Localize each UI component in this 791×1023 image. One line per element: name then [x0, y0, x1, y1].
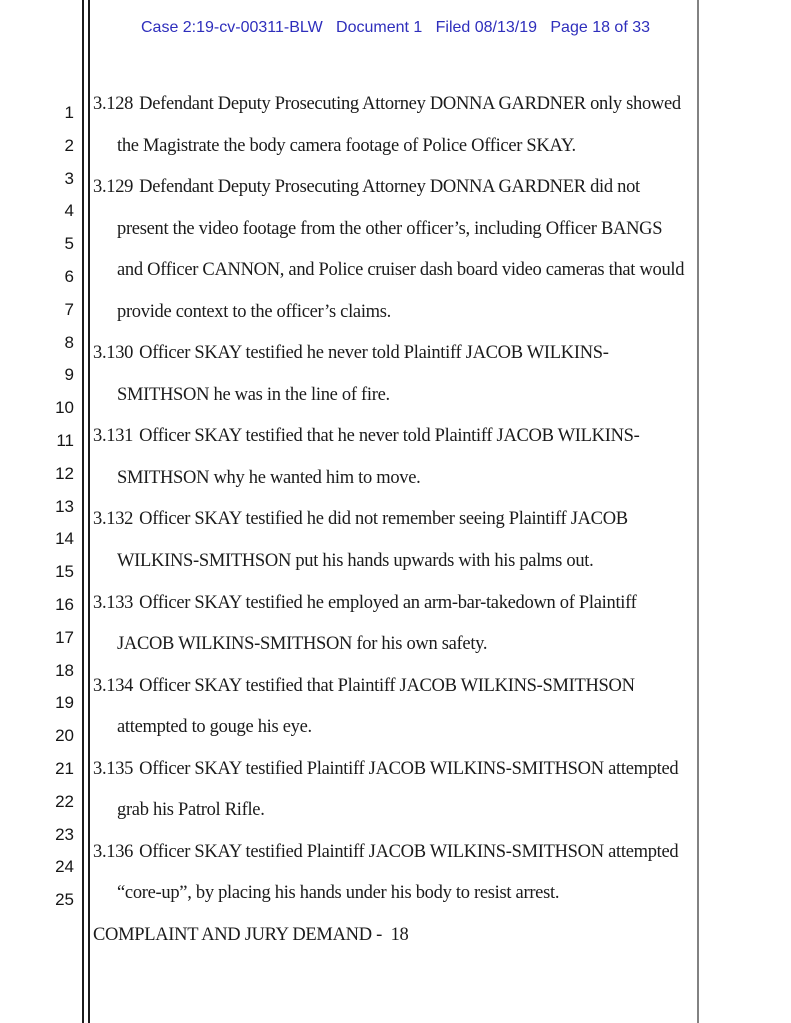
paragraph-wrap-line: and Officer CANNON, and Police cruiser dash board video cameras that would	[117, 260, 685, 281]
line-number: 15	[55, 562, 74, 582]
paragraph-text: Officer SKAY testified Plaintiff JACOB WILKINS-SMITHSON attempted	[139, 758, 679, 779]
paragraph-text: Officer SKAY testified that Plaintiff JACOB WILKINS-SMITHSON	[139, 675, 635, 696]
paragraph-wrap-line: SMITHSON why he wanted him to move.	[117, 467, 421, 488]
paragraph-number: 3.129	[93, 177, 134, 198]
line-number: 8	[64, 332, 74, 352]
paragraph-number: 3.135	[93, 758, 134, 779]
paragraph-first-line	[93, 499, 695, 541]
paragraph-first-line	[93, 84, 695, 126]
line-number: 18	[55, 660, 74, 680]
paragraph-wrap-line: the Magistrate the body camera footage of Police Officer SKAY.	[117, 135, 576, 156]
paragraph-number: 3.136	[93, 841, 134, 862]
line-number: 10	[55, 398, 74, 418]
line-number: 16	[55, 594, 74, 614]
line-number: 12	[55, 463, 74, 483]
paragraph-text: Defendant Deputy Prosecuting Attorney DONNA GARDNER did not	[139, 177, 640, 198]
line-number: 4	[64, 201, 74, 221]
paragraph-first-line	[93, 416, 695, 458]
paragraph-number: 3.133	[93, 592, 134, 613]
paragraph-number: 3.134	[93, 675, 134, 696]
paragraph-wrap-line: WILKINS-SMITHSON put his hands upwards with his palms out.	[117, 551, 594, 572]
right-margin-rule	[697, 0, 699, 1023]
paragraph-first-line	[93, 333, 695, 375]
paragraph-text: Officer SKAY testified he did not remember seeing Plaintiff JACOB	[139, 509, 628, 530]
paragraph-wrap-line: attempted to gouge his eye.	[117, 717, 312, 738]
paragraph-number: 3.130	[93, 343, 134, 364]
line-number-column	[0, 97, 74, 917]
line-number: 22	[55, 791, 74, 811]
footer-title: COMPLAINT AND JURY DEMAND - 18	[93, 924, 409, 945]
line-number: 20	[55, 726, 74, 746]
line-number: 14	[55, 529, 74, 549]
paragraph-text: Officer SKAY testified he employed an arm-bar-takedown of Plaintiff	[139, 592, 637, 613]
line-number: 24	[55, 857, 74, 877]
line-number: 23	[55, 824, 74, 844]
paragraph-first-line	[93, 749, 695, 791]
line-number: 25	[55, 890, 74, 910]
case-stamp-header: Case 2:19-cv-00311-BLW Document 1 Filed 08/13/19 Page 18 of 33	[140, 19, 651, 36]
line-number: 7	[64, 299, 74, 319]
line-number: 3	[64, 168, 74, 188]
line-number: 13	[55, 496, 74, 516]
paragraph-number: 3.128	[93, 94, 134, 114]
paragraph-text: Officer SKAY testified that he never told Plaintiff JACOB WILKINS-	[139, 426, 640, 447]
paragraph-wrap-line: JACOB WILKINS-SMITHSON for his own safety.	[117, 634, 488, 655]
paragraph-number: 3.131	[93, 426, 134, 447]
paragraph-wrap-line: present the video footage from the other officer’s, including Officer BANGS	[117, 218, 663, 239]
paragraph-text: Officer SKAY testified Plaintiff JACOB WILKINS-SMITHSON attempted	[139, 841, 679, 862]
line-number: 2	[64, 135, 74, 155]
line-number: 21	[55, 758, 74, 778]
paragraph-first-line	[93, 583, 695, 625]
line-number: 9	[64, 365, 74, 385]
paragraph-text: Defendant Deputy Prosecuting Attorney DONNA GARDNER only showed	[139, 94, 681, 114]
paragraph-wrap-line: grab his Patrol Rifle.	[117, 800, 265, 821]
paragraph-wrap-line: provide context to the officer’s claims.	[117, 301, 391, 322]
paragraph-first-line	[93, 167, 695, 209]
left-double-rule	[82, 0, 90, 1023]
line-number: 5	[64, 234, 74, 254]
paragraph-first-line	[93, 666, 695, 708]
line-number: 1	[64, 103, 74, 122]
paragraph-text: Officer SKAY testified he never told Plaintiff JACOB WILKINS-	[139, 343, 609, 364]
paragraph-first-line	[93, 832, 695, 874]
line-number: 11	[56, 430, 74, 450]
paragraph-number: 3.132	[93, 509, 134, 530]
paragraph-wrap-line: SMITHSON he was in the line of fire.	[117, 384, 390, 405]
paragraph-wrap-line: “core-up”, by placing his hands under his body to resist arrest.	[117, 883, 560, 904]
pleading-body	[93, 84, 695, 956]
line-number: 19	[55, 693, 74, 713]
line-number: 17	[55, 627, 74, 647]
line-number: 6	[64, 266, 74, 286]
